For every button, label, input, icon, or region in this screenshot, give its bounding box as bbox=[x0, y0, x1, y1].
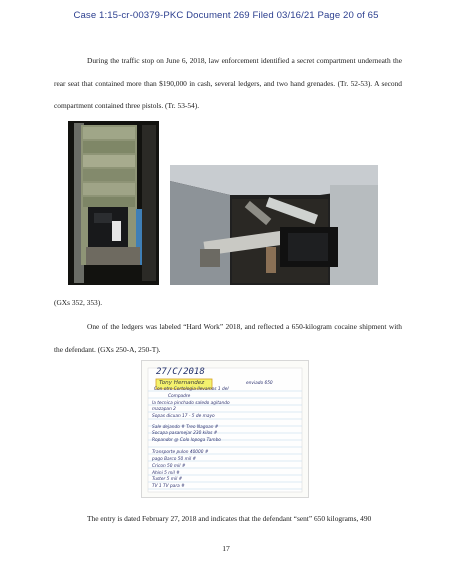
paragraph-traffic-stop: During the traffic stop on June 6, 2018, law enforcement identified a secret compartment underneath the rear seat that contained more than $190,000 in cash, several ledgers, and two hand grenades. (Tr. 52-53). A second compartment contained three pistols. (Tr. 53-54). bbox=[54, 56, 402, 110]
ledger-line: Tuster 5 mil # bbox=[152, 477, 183, 482]
ledger-date: 27/C/2018 bbox=[156, 367, 205, 377]
paragraph-hard-work-ledger: One of the ledgers was labeled “Hard Work” 2018, and reflected a 650-kilogram cocaine shipment with the defendant. (GXs 250-A, 250-T). bbox=[54, 322, 402, 354]
page-number: 17 bbox=[222, 544, 230, 553]
ledger-line: Transporte pulon 40000 # bbox=[152, 450, 209, 455]
ledger-line: pago Barco 50 mil # bbox=[152, 457, 197, 462]
ledger-line: Con otro Cortologia llevamos 1 del bbox=[154, 387, 229, 392]
ledger-line: Ahini 5 mil # bbox=[152, 471, 180, 476]
ledger-line: la tecnica pinchado saledo agitando bbox=[152, 401, 230, 406]
paragraph-entry-dated: The entry is dated February 27, 2018 and indicates that the defendant “sent” 650 kilograms, 490 bbox=[87, 514, 372, 523]
ledger-line: Sopas dicuan 17 - 5 de mayo bbox=[152, 414, 215, 419]
case-header-stamp: Case 1:15-cr-00379-PKC Document 269 Filed 03/16/21 Page 20 of 65 bbox=[73, 10, 379, 21]
ledger-line: Sale dejando # Treo Nagoan # bbox=[152, 425, 219, 430]
ledger-line: mazapan 2 bbox=[152, 407, 176, 412]
ledger-highlighted-name: Tony Hernandez bbox=[159, 380, 205, 386]
ledger-line: Ropandor @ Colo lopoga Tambo bbox=[152, 438, 221, 443]
ledger-line: enviado 650 bbox=[246, 381, 273, 386]
photo-exhibit-caption: (GXs 352, 353). bbox=[54, 298, 103, 307]
ledger-photo bbox=[141, 360, 309, 498]
ledger-line: Cricon 50 mil # bbox=[152, 464, 186, 469]
ledger-line: Socapa pasamejar 230 kilos # bbox=[152, 431, 218, 436]
compartment-cash-photo bbox=[68, 121, 159, 285]
ledger-line: TV 1 TV para # bbox=[152, 484, 185, 489]
pistols-compartment-photo bbox=[170, 165, 378, 285]
ledger-line: Compadre bbox=[168, 394, 191, 399]
